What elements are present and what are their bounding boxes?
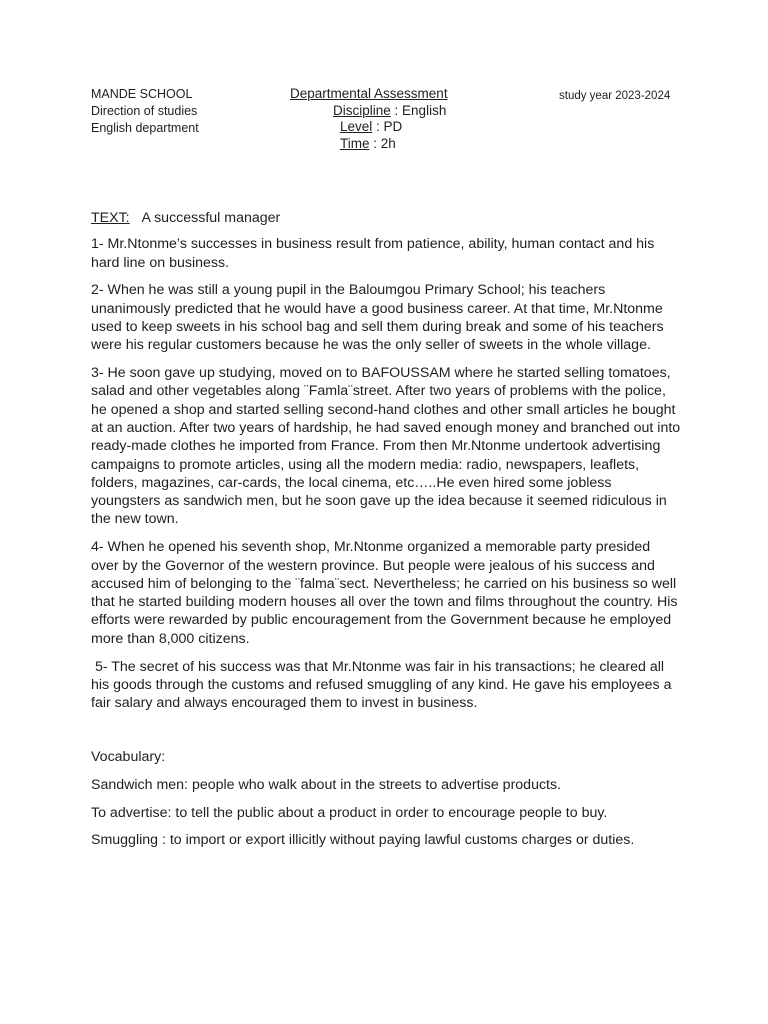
- level-label: Level: [340, 119, 373, 134]
- paragraph-5: 5- The secret of his success was that Mr.Ntonme was fair in his transactions; he cleared all his goods through the customs and refused smuggling of any kind. He gave his employees a fair salary and always encouraged them to invest in business.: [91, 658, 676, 712]
- department-name: English department: [91, 121, 199, 135]
- level-separator: :: [372, 119, 384, 134]
- text-title-line: [91, 209, 681, 227]
- level-value: PD: [383, 119, 403, 134]
- paragraph-2: 2- When he was still a young pupil in the Baloumgou Primary School; his teachers unanimously predicted that he would have a good business career. At that time, Mr.Ntonme used to keep sweets in his school bag and sell them during break and some of his teachers were his regular customers because he was the only seller of sweets in the whole village.: [91, 282, 664, 354]
- vocabulary-entry: Sandwich men: people who walk about in the streets to advertise products.: [91, 776, 562, 793]
- time-value: 2h: [380, 135, 396, 151]
- vocabulary-heading: Vocabulary:: [91, 748, 166, 765]
- study-year: study year 2023-2024: [559, 90, 671, 102]
- direction-of-studies: Direction of studies: [91, 104, 198, 118]
- assessment-title: Departmental Assessment: [290, 86, 448, 101]
- time-separator: :: [369, 135, 381, 151]
- paragraph-3: 3- He soon gave up studying, moved on to BAFOUSSAM where he started selling tomatoes, salad and other vegetables along ¨Famla¨street. After two years of problems with the police, he opened a shop and started selling second-hand clothes and other small articles he bought at an auction. After two years of hardship, he had saved enough money and branched out into ready-made clothes he imported from France. From then Mr.Ntonme undertook advertising campaigns to promote articles, using all the modern media: radio, newspapers, leaflets, folders, magazines, car-cards, the local cinema, etc…..He even hired some jobless youngsters as sandwich men, but he soon gave up the idea because it seemed ridiculous in the new town.: [91, 365, 681, 528]
- assessment-title-line: [290, 86, 480, 103]
- header-left: [91, 86, 199, 137]
- text-title: A successful manager: [141, 210, 281, 226]
- time-line: [290, 136, 480, 153]
- time-label: Time: [340, 135, 370, 151]
- section-gap: [91, 722, 681, 748]
- discipline-line: [290, 103, 480, 120]
- vocabulary-entry: Smuggling : to import or export illicitly without paying lawful customs charges or duties.: [91, 832, 635, 849]
- school-name: MANDE SCHOOL: [91, 87, 193, 101]
- main-content: [91, 209, 681, 859]
- discipline-label: Discipline: [333, 102, 391, 118]
- discipline-value: English: [402, 102, 447, 118]
- paragraph-4: 4- When he opened his seventh shop, Mr.Ntonme organized a memorable party presided over by the Governor of the western province. But people were jealous of his success and accused him of belonging to the ¨falma¨sect. Nevertheless; he carried on his business so well that he started building modern houses all over the town and films throughout the country. His efforts were rewarded by public encouragement from the Government because he employed more than 8,000 citizens.: [91, 539, 678, 647]
- vocabulary-entry: To advertise: to tell the public about a product in order to encourage people to buy.: [91, 804, 608, 821]
- discipline-separator: :: [390, 102, 403, 118]
- text-label: TEXT:: [91, 210, 130, 226]
- header-center: [290, 86, 480, 152]
- paragraph-1: 1- Mr.Ntonme’s successes in business result from patience, ability, human contact and his hard line on business.: [91, 236, 655, 271]
- level-line: [290, 119, 480, 136]
